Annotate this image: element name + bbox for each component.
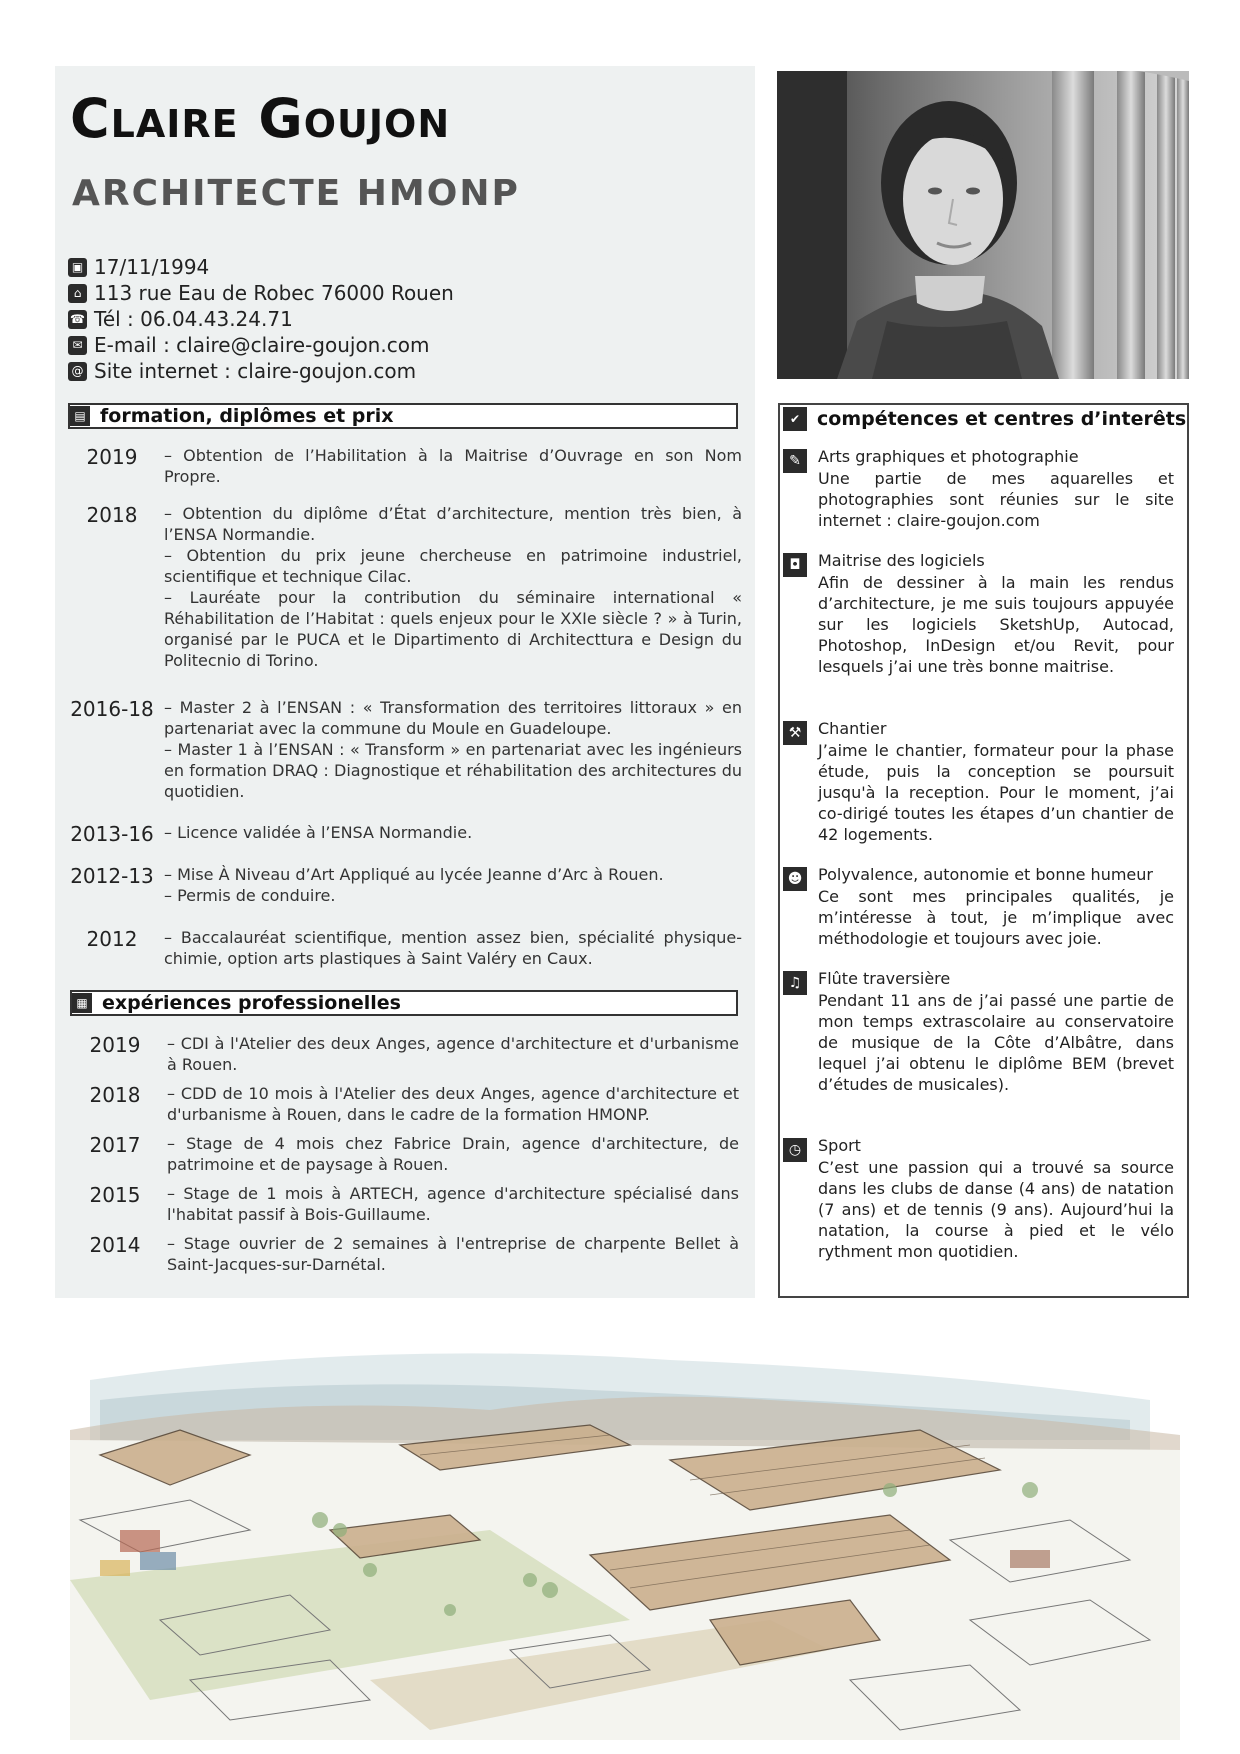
entry-year: 2012 (86, 927, 138, 951)
music-note-icon: ♫ (783, 971, 807, 995)
skill-text: C’est une passion qui a trouvé sa source dans les clubs de danse (4 ans) de natation (7 ans) et de tennis (9 ans). Aujourd’hui la natation, la course à pied et le vélo rythment mon quotidien. (818, 1158, 1174, 1261)
phone-icon: ☎ (68, 310, 87, 329)
entry-text: – Stage ouvrier de 2 semaines à l'entreprise de charpente Bellet à Saint-Jacques-sur-Darnétal. (167, 1234, 739, 1274)
entry-text: – Mise À Niveau d’Art Appliqué au lycée Jeanne d’Arc à Rouen. (164, 865, 664, 884)
job-title: ARCHITECTE HMONP (72, 173, 520, 214)
skill-title: Flûte traversière (818, 969, 951, 988)
entry-text: – Master 1 à l’ENSAN : « Transform » en partenariat avec les ingénieurs en formation DRAQ : Diagnostique et réhabilitation des architectures du quotidien. (164, 740, 742, 801)
entry-year: 2017 (89, 1133, 141, 1157)
entry-year: 2016-18 (70, 697, 154, 721)
experience-section-title: expériences professionelles (102, 992, 401, 1014)
architectural-drawing (70, 1320, 1180, 1740)
entry-text: – Obtention du prix jeune chercheuse en patrimoine industriel, scientifique et technique Cilac. (164, 546, 742, 586)
address-text: 113 rue Eau de Robec 76000 Rouen (94, 281, 454, 305)
entry-year: 2014 (89, 1233, 141, 1257)
entry-year: 2013-16 (70, 822, 154, 846)
id-card-icon: ▣ (68, 258, 87, 277)
document-icon: ▤ (70, 406, 90, 426)
skill-text: Une partie de mes aquarelles et photographies sont réunies sur le site internet : claire-goujon.com (818, 469, 1174, 530)
contact-email (68, 332, 454, 358)
entry-text: – Obtention de l’Habilitation à la Maitrise d’Ouvrage en son Nom Propre. (164, 446, 742, 486)
checkmark-icon: ✔ (783, 407, 807, 431)
home-icon: ⌂ (68, 284, 87, 303)
entry-year: 2019 (86, 445, 138, 469)
skill-title: Sport (818, 1136, 861, 1155)
education-section-title: formation, diplômes et prix (100, 405, 394, 427)
mail-icon: ✉ (68, 336, 87, 355)
entry-text: – CDI à l'Atelier des deux Anges, agence d'architecture et d'urbanisme à Rouen. (167, 1034, 739, 1074)
entry-year: 2019 (89, 1033, 141, 1057)
entry-text: – Lauréate pour la contribution du séminaire international « Réhabilitation de l’Habitat : quels enjeux pour le XXIe siècle ? » à Turin, organisé par le PUCA et le Dipartimento di Architecttura e Design du Politecnio di Torino. (164, 588, 742, 670)
entry-text: – Stage de 1 mois à ARTECH, agence d'architecture spécialisé dans l'habitat passif à Bois-Guillaume. (167, 1184, 739, 1224)
skill-text: Ce sont mes principales qualités, je m’intéresse à tout, je m’implique avec méthodologie et toujours avec joie. (818, 887, 1174, 948)
entry-year: 2012-13 (70, 864, 154, 888)
entry-year: 2018 (86, 503, 138, 527)
email-link[interactable]: E-mail : claire@claire-goujon.com (94, 333, 430, 357)
contact-block (68, 254, 454, 384)
birthdate-text: 17/11/1994 (94, 255, 210, 279)
wrench-icon: ⚒ (783, 721, 807, 745)
education-section-header (68, 403, 738, 429)
entry-text: – Licence validée à l’ENSA Normandie. (164, 823, 473, 842)
people-icon: ☻ (783, 867, 807, 891)
stopwatch-icon: ◷ (783, 1138, 807, 1162)
skills-section-header (780, 405, 1187, 433)
entry-text: – Permis de conduire. (164, 886, 336, 905)
website-link[interactable]: Site internet : claire-goujon.com (94, 359, 417, 383)
contact-address (68, 280, 454, 306)
portrait-photo (777, 71, 1189, 379)
entry-text: – Stage de 4 mois chez Fabrice Drain, agence d'architecture, de patrimoine et de paysage à Rouen. (167, 1134, 739, 1174)
contact-website (68, 358, 454, 384)
contact-birthdate (68, 254, 454, 280)
entry-year: 2015 (89, 1183, 141, 1207)
skill-text: Afin de dessiner à la main les rendus d’architecture, je me suis toujours appuyée sur les logiciels SketshUp, Autocad, Photoshop, InDesign et/ou Revit, pour lesquels j’ai une très bonne maitrise. (818, 573, 1174, 676)
skill-title: Maitrise des logiciels (818, 551, 985, 570)
entry-text: – Obtention du diplôme d’État d’architecture, mention très bien, à l’ENSA Normandie. (164, 504, 742, 544)
entry-year: 2018 (89, 1083, 141, 1107)
entry-text: – CDD de 10 mois à l'Atelier des deux Anges, agence d'architecture et d'urbanisme à Rouen, dans le cadre de la formation HMONP. (167, 1084, 739, 1124)
skill-title: Chantier (818, 719, 887, 738)
mouse-icon: ◘ (783, 553, 807, 577)
experience-section-header (70, 990, 738, 1016)
candidate-name: Claire Goujon (70, 87, 451, 150)
briefcase-icon: ▦ (72, 993, 92, 1013)
skill-text: Pendant 11 ans de j’ai passé une partie de mon temps extrascolaire au conservatoire de musique de la Côte d’Albâtre, dans lequel j’ai obtenu le diplôme BEM (brevet d’études de musicales). (818, 991, 1174, 1094)
entry-text: – Master 2 à l’ENSAN : « Transformation des territoires littoraux » en partenariat avec la commune du Moule en Guadeloupe. (164, 698, 742, 738)
skill-text: J’aime le chantier, formateur pour la phase étude, puis la conception se poursuit jusqu'à la reception. Pour le moment, j’ai co-dirigé toutes les étapes d’un chantier de 42 logements. (818, 741, 1174, 844)
skills-box (778, 403, 1189, 1298)
skill-title: Arts graphiques et photographie (818, 447, 1079, 466)
contact-phone (68, 306, 454, 332)
skills-section-title: compétences et centres d’interêts (817, 408, 1187, 430)
skill-title: Polyvalence, autonomie et bonne humeur (818, 865, 1153, 884)
pencil-icon: ✎ (783, 449, 807, 473)
phone-text: Tél : 06.04.43.24.71 (94, 307, 293, 331)
at-icon: @ (68, 362, 87, 381)
entry-text: – Baccalauréat scientifique, mention assez bien, spécialité physique-chimie, option arts plastiques à Saint Valéry en Caux. (164, 928, 742, 968)
